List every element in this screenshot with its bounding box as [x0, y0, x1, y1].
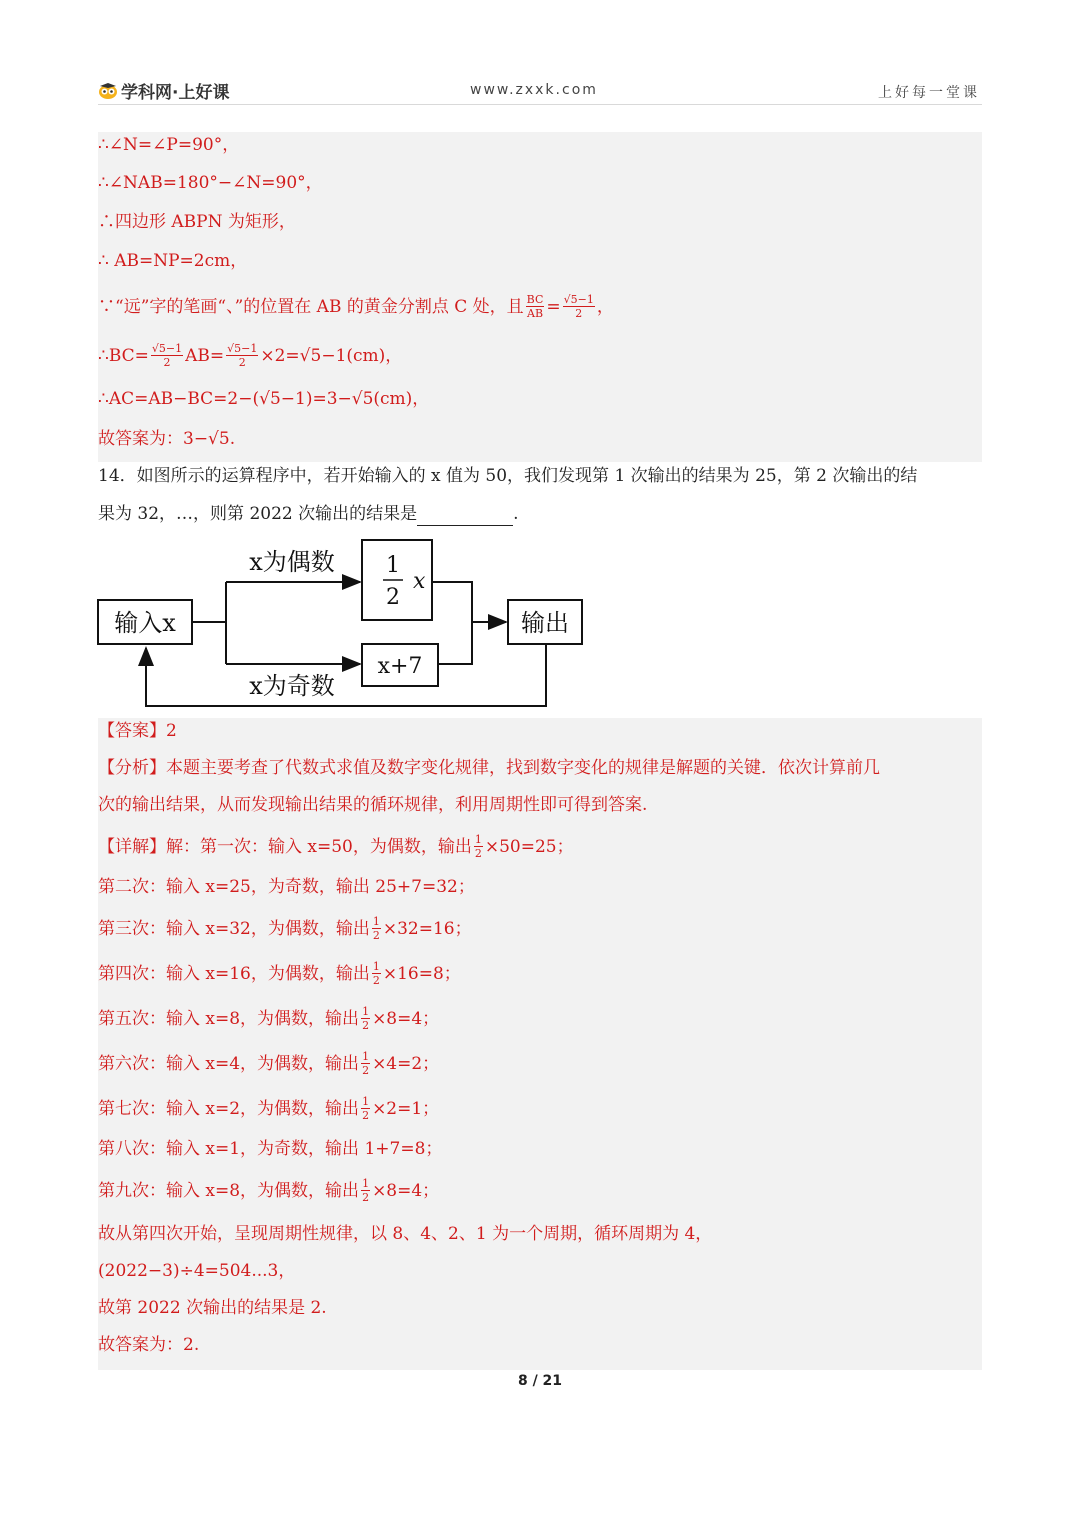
question-text: 果为 32，…，则第 2022 次输出的结果是 .: [98, 504, 519, 524]
solution-answer: 故答案为：3−√5.: [98, 429, 236, 449]
detail-line: 第六次：输入 x=4，为偶数，输出 $\frac{1}{2}$ ×4=2；: [98, 1050, 440, 1077]
question-text: 14．如图所示的运算程序中，若开始输入的 x 值为 50，我们发现第 1 次输出的结果为 25，第 2 次输出的结: [98, 466, 918, 486]
solution-line: ∴∠NAB=180°−∠N=90°，: [98, 173, 323, 193]
fraction: $\frac{√5-1}{2}$: [227, 342, 258, 369]
conclusion-line: (2022−3)÷4=504...3，: [98, 1261, 296, 1281]
fraction: $\frac{1}{2}$: [474, 833, 482, 860]
page-header: [98, 74, 982, 105]
odd-label: x为奇数: [249, 672, 335, 700]
input-label: 输入x: [114, 609, 176, 637]
logo-text: 学科网·上好课: [121, 83, 230, 103]
detail-line: 第七次：输入 x=2，为偶数，输出 $\frac{1}{2}$ ×2=1；: [98, 1095, 440, 1122]
even-label: x为偶数: [249, 548, 335, 576]
detail-line: 第四次：输入 x=16，为偶数，输出 $\frac{1}{2}$ ×16=8；: [98, 960, 461, 987]
fraction: $\frac{1}{2}$: [372, 915, 380, 942]
conclusion-line: 故第 2022 次输出的结果是 2.: [98, 1298, 327, 1318]
solution-line: ∴∠N=∠P=90°，: [98, 135, 240, 155]
half-denominator: 2: [386, 585, 400, 610]
detail-line: 【详解】解：第一次：输入 x=50，为偶数，输出 $\frac{1}{2}$ ×50=25；: [98, 833, 574, 860]
loop-arrow: [146, 644, 546, 706]
fraction: $\frac{BC}{AB}$: [526, 293, 544, 320]
half-numerator: 1: [386, 553, 400, 578]
site-logo: [98, 78, 229, 103]
answer-blank: [417, 507, 513, 526]
header-slogan: 上好每一堂课: [878, 85, 980, 101]
detail-line: 第八次：输入 x=1，为奇数，输出 1+7=8；: [98, 1139, 443, 1159]
flowchart-diagram: [96, 536, 596, 716]
final-answer: 故答案为：2.: [98, 1335, 200, 1355]
analysis-line: 次的输出结果，从而发现输出结果的循环规律，利用周期性即可得到答案.: [98, 795, 648, 815]
solution-text: ∵“远”字的笔画“、”的位置在 AB 的黄金分割点 C 处，且: [98, 296, 524, 317]
answer-line: 【答案】2: [98, 721, 177, 741]
solution-line: ∴ AB=NP=2cm，: [98, 251, 248, 271]
page-number: 8 / 21: [517, 1373, 563, 1389]
fraction: $\frac{√5-1}{2}$: [563, 293, 594, 320]
fraction: $\frac{1}{2}$: [362, 1005, 370, 1032]
detail-line: 第三次：输入 x=32，为偶数，输出 $\frac{1}{2}$ ×32=16；: [98, 915, 472, 942]
fraction: $\frac{1}{2}$: [362, 1095, 370, 1122]
site-url: www.zxxk.com: [470, 82, 598, 98]
solution-line: ∴BC= $\frac{√5-1}{2}$ AB= $\frac{√5-1}{2}$ ×2=√5−1(cm)，: [98, 342, 403, 369]
output-label: 输出: [521, 609, 569, 637]
analysis-line: 【分析】本题主要考查了代数式求值及数字变化规律，找到数字变化的规律是解题的关键．依次计算前几: [98, 758, 880, 778]
fraction: $\frac{1}{2}$: [372, 960, 380, 987]
solution-line: ∴四边形 ABPN 为矩形，: [98, 212, 296, 232]
detail-line: 第二次：输入 x=25，为奇数，输出 25+7=32；: [98, 877, 475, 897]
solution-line: ∴AC=AB−BC=2−(√5−1)=3−√5(cm)，: [98, 389, 430, 409]
fraction: $\frac{1}{2}$: [362, 1050, 370, 1077]
fraction: $\frac{1}{2}$: [362, 1177, 370, 1204]
plus7-label: x+7: [377, 654, 423, 679]
owl-logo-icon: [98, 82, 118, 100]
detail-line: 第五次：输入 x=8，为偶数，输出 $\frac{1}{2}$ ×8=4；: [98, 1005, 440, 1032]
conclusion-line: 故从第四次开始，呈现周期性规律，以 8、4、2、1 为一个周期，循环周期为 4，: [98, 1224, 713, 1244]
detail-line: 第九次：输入 x=8，为偶数，输出 $\frac{1}{2}$ ×8=4；: [98, 1177, 440, 1204]
solution-line: ∵“远”字的笔画“、”的位置在 AB 的黄金分割点 C 处，且 $\frac{BC}{AB}$ = $\frac{√5-1}{2}$ ，: [98, 293, 614, 320]
fraction: $\frac{√5-1}{2}$: [151, 342, 183, 369]
half-variable: x: [413, 569, 426, 594]
